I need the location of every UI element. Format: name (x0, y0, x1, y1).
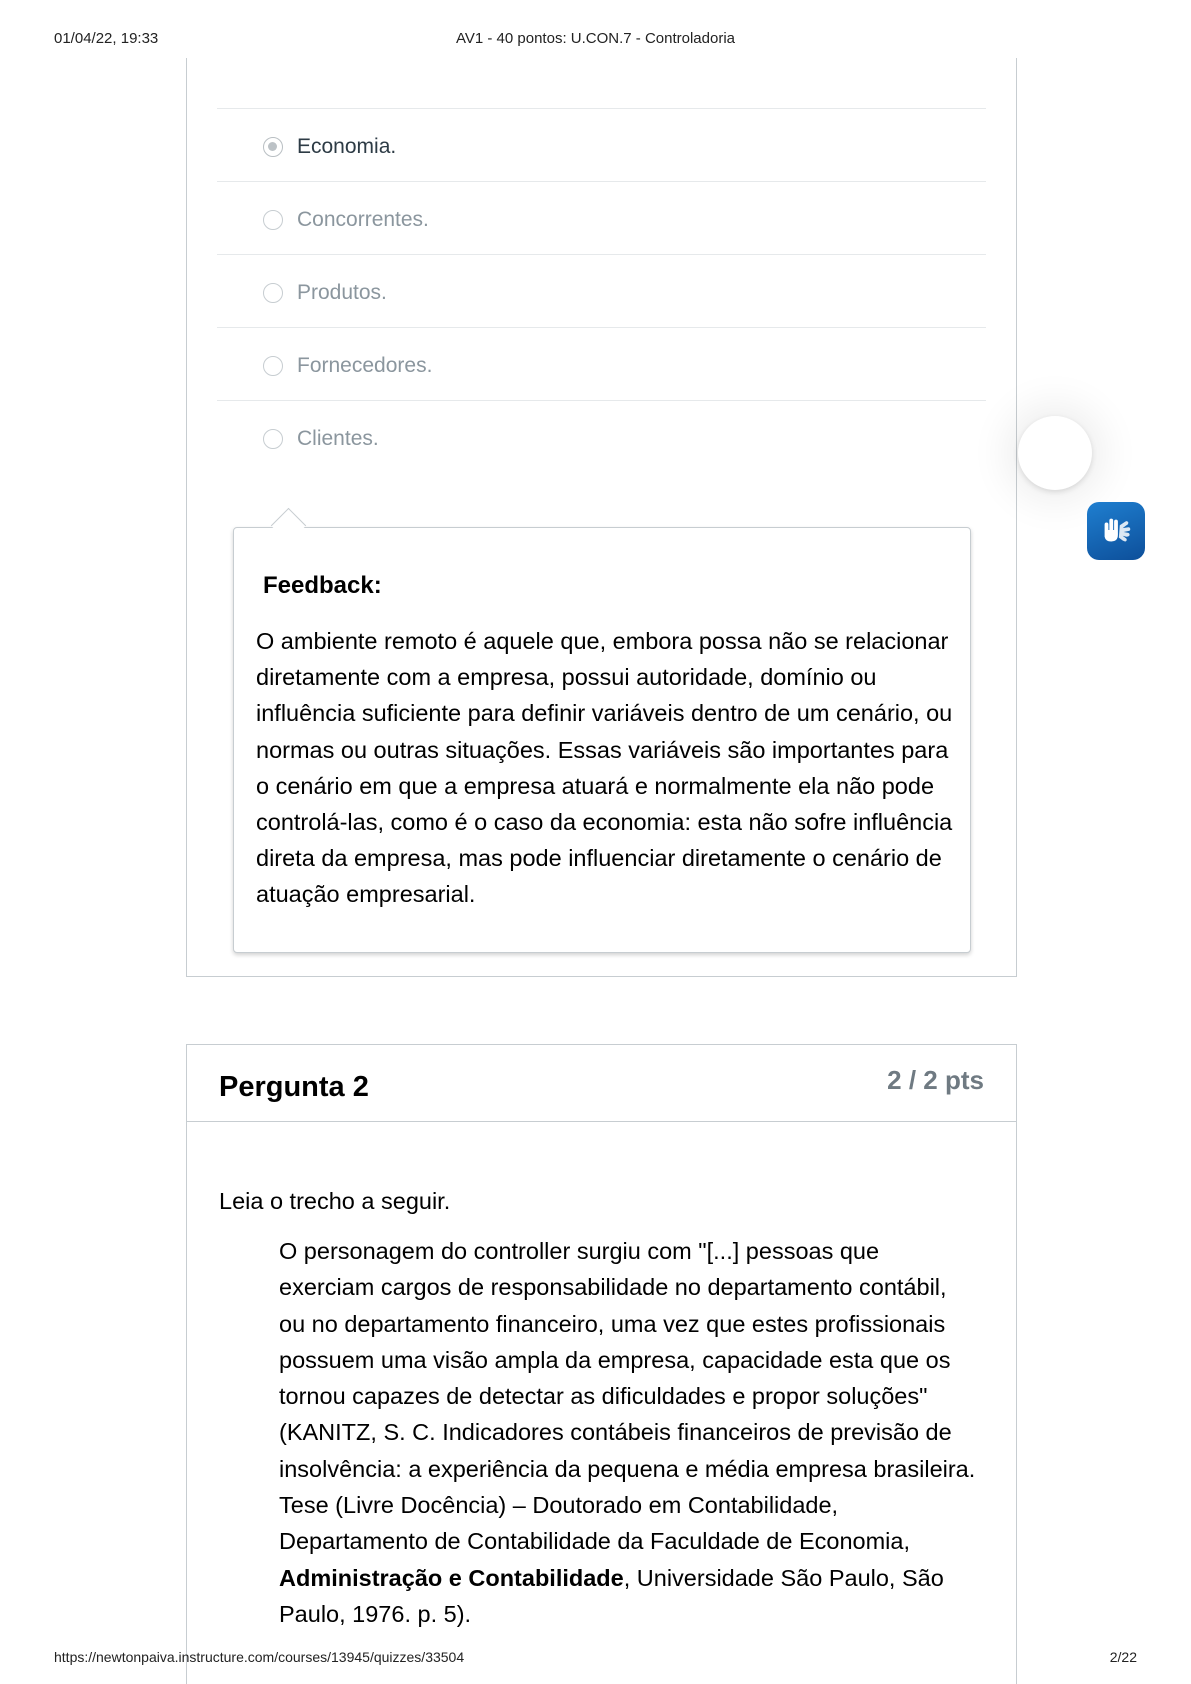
feedback-title: Feedback: (263, 572, 382, 599)
answer-option[interactable] (217, 108, 986, 181)
feedback-text: O ambiente remoto é aquele que, embora possa não se relacionar diretamente com a empresa, possui autoridade, domínio ou influência suficiente para definir variáveis dentro de um cenário, ou normas ou outras situações. Essas variáveis são importantes para o cenário em que a empresa atuará e normalmente ela não pode controlá-las, como é o caso da economia: esta não sofre influência direta da empresa, mas pode influenciar diretamente o cenário de atuação empresarial. (256, 628, 953, 908)
print-page-title: AV1 - 40 pontos: U.CON.7 - Controladoria (455, 30, 736, 47)
radio-button-selected[interactable] (263, 137, 283, 157)
quote-text: O personagem do controller surgiu com "[...] pessoas que exerciam cargos de responsabilidade no departamento contábil, ou no departamento financeiro, uma vez que estes profissionais possuem uma visão ampla da empresa, capacidade esta que os tornou capazes de detectar as dificuldades e propor soluções" (KANITZ, S. C. Indicadores contábeis financeiros de previsão de insolvência: a experiência da pequena e média empresa brasileira. Tese (Livre Docência) – Doutorado em Contabilidade, Departamento de Contabilidade da Faculdade de Economia, (279, 1238, 976, 1555)
answer-label: Fornecedores. (297, 354, 433, 377)
quote-bold-text: Administração e Contabilidade (279, 1564, 624, 1591)
floating-action-button[interactable] (1018, 416, 1092, 490)
question-2-card (186, 1044, 1017, 1684)
answer-label: Concorrentes. (297, 208, 429, 231)
answer-label: Economia. (297, 135, 397, 158)
radio-button[interactable] (263, 283, 283, 303)
print-footer (54, 1649, 1137, 1669)
question-lead-text: Leia o trecho a seguir. (219, 1188, 451, 1214)
answer-option[interactable] (217, 400, 986, 473)
print-header (54, 30, 1137, 50)
question-2-header (187, 1045, 1016, 1122)
feedback-box (233, 527, 971, 953)
accessibility-widget-button[interactable] (1087, 502, 1145, 560)
print-page-number: 2/22 (1109, 1649, 1137, 1665)
radio-button[interactable] (263, 356, 283, 376)
answer-label: Produtos. (297, 281, 387, 304)
question-title: Pergunta 2 (219, 1071, 369, 1103)
quote-text-end: , Universidade São Paulo, São Paulo, 1976. p. 5). (279, 1564, 944, 1627)
question-quote (279, 1233, 979, 1632)
sign-language-hands-icon (1097, 512, 1135, 550)
radio-button[interactable] (263, 210, 283, 230)
question-1-answers (217, 108, 986, 473)
answer-option[interactable] (217, 254, 986, 327)
question-points: 2 / 2 pts (887, 1065, 984, 1095)
print-url: https://newtonpaiva.instructure.com/courses/13945/quizzes/33504 (54, 1649, 465, 1665)
answer-option[interactable] (217, 327, 986, 400)
radio-button[interactable] (263, 429, 283, 449)
print-datetime: 01/04/22, 19:33 (54, 30, 159, 47)
answer-label: Clientes. (297, 427, 379, 450)
answer-option[interactable] (217, 181, 986, 254)
